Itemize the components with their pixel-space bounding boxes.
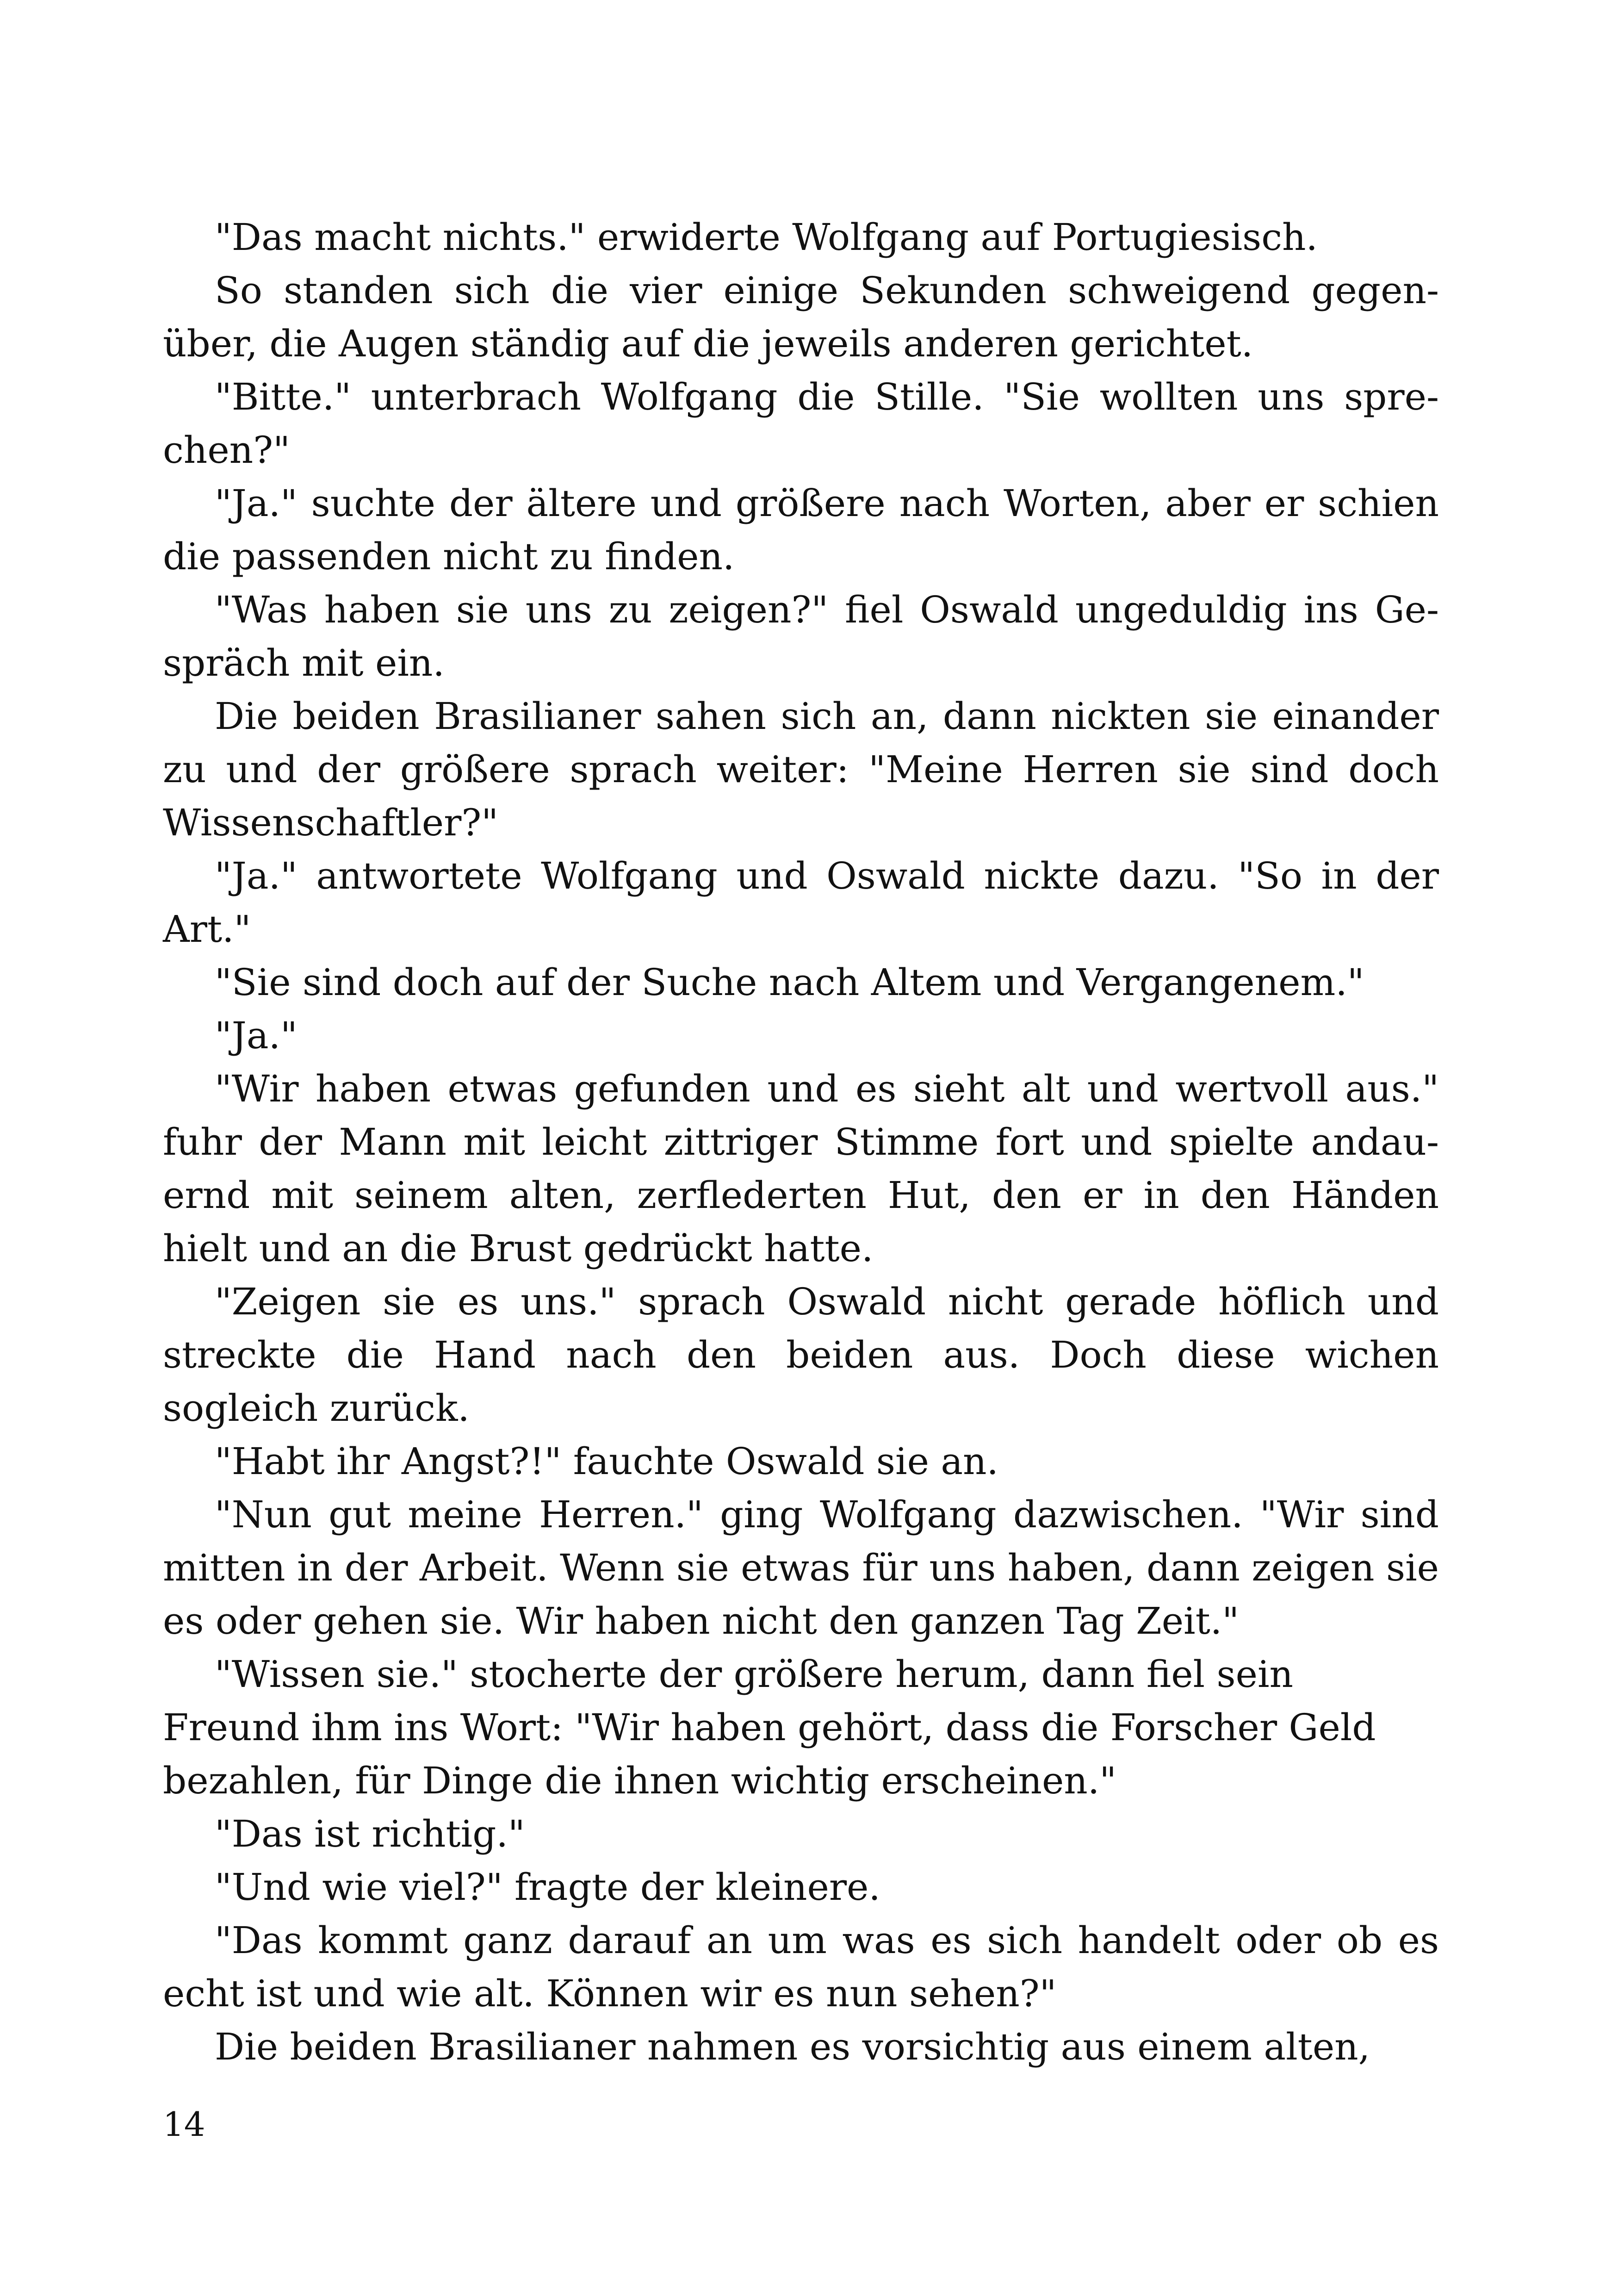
paragraph-4: "Ja." suchte der ältere und größere nach Worten, aber er schien die passenden nicht zu finden. bbox=[163, 482, 1439, 578]
paragraph-12: "Habt ihr Angst?!" fauchte Oswald sie an. bbox=[215, 1440, 998, 1483]
paragraph-18: Die beiden Brasilianer nahmen es vorsichtig aus einem alten, bbox=[215, 2025, 1370, 2068]
paragraph-8: "Sie sind doch auf der Suche nach Altem und Vergangenem." bbox=[215, 961, 1364, 1004]
page-number: 14 bbox=[163, 2105, 205, 2144]
paragraph-15: "Das ist richtig." bbox=[215, 1812, 525, 1855]
paragraph-17: "Das kommt ganz darauf an um was es sich handelt oder ob es echt ist und wie alt. Können wir es nun sehen?" bbox=[163, 1919, 1439, 2015]
body-text bbox=[163, 211, 1439, 2073]
paragraph-1: "Das macht nichts." erwiderte Wolfgang auf Portugiesisch. bbox=[215, 216, 1318, 259]
paragraph-10: "Wir haben etwas gefunden und es sieht alt und wertvoll aus." fuhr der Mann mit leicht zittriger Stimme fort und spielte andauernd mit seinem alten, zerflederten Hut, den er in den Händen hielt und an die Brust gedrückt hatte. bbox=[163, 1067, 1439, 1270]
paragraph-6: Die beiden Brasilianer sahen sich an, dann nickten sie einander zu und der größere sprach weiter: "Meine Herren sie sind doch Wissenschaftler?" bbox=[163, 695, 1439, 844]
paragraph-16: "Und wie viel?" fragte der kleinere. bbox=[215, 1866, 880, 1909]
paragraph-14: "Wissen sie." stocherte der größere herum, dann fiel sein Freund ihm ins Wort: "Wir haben gehört, dass die Forscher Geld bezahlen, für Dinge die ihnen wichtig erscheinen." bbox=[163, 1653, 1376, 1802]
paragraph-13: "Nun gut meine Herren." ging Wolfgang dazwischen. "Wir sind mitten in der Arbeit. Wenn sie etwas für uns haben, dann zeigen sie es oder gehen sie. Wir haben nicht den ganzen Tag Zeit." bbox=[163, 1493, 1439, 1643]
paragraph-3: "Bitte." unterbrach Wolfgang die Stille. "Sie wollten uns sprechen?" bbox=[163, 375, 1439, 472]
paragraph-11: "Zeigen sie es uns." sprach Oswald nicht gerade höflich und streckte die Hand nach den beiden aus. Doch diese wichen sogleich zurück. bbox=[163, 1280, 1439, 1430]
paragraph-5: "Was haben sie uns zu zeigen?" fiel Oswald ungeduldig ins Gespräch mit ein. bbox=[163, 588, 1439, 684]
paragraph-2: So standen sich die vier einige Sekunden schweigend gegenüber, die Augen ständig auf die jeweils anderen gerichtet. bbox=[163, 269, 1439, 365]
paragraph-9: "Ja." bbox=[215, 1014, 298, 1057]
paragraph-7: "Ja." antwortete Wolfgang und Oswald nickte dazu. "So in der Art." bbox=[163, 854, 1439, 951]
